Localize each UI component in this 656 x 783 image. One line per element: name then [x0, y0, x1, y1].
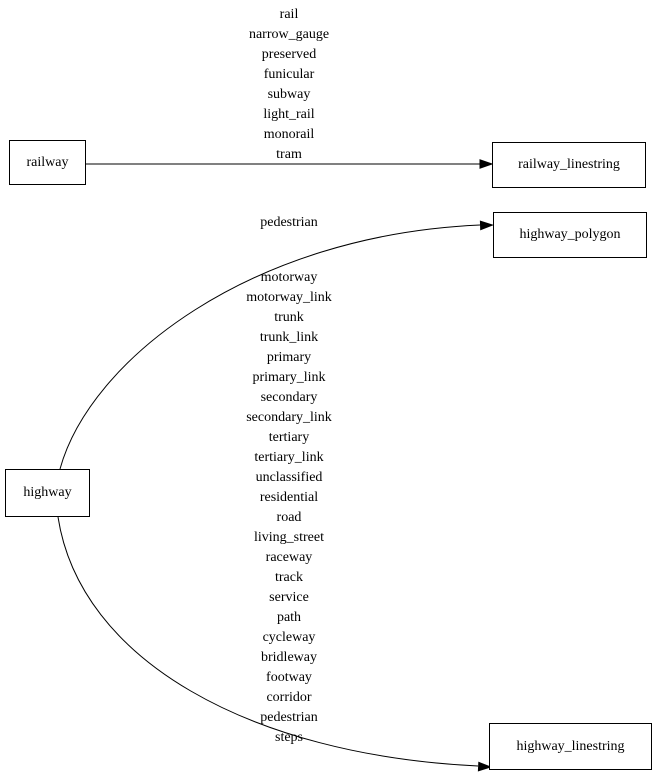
edge-label-line: track: [275, 570, 303, 585]
edge-label-line: steps: [275, 730, 303, 745]
node-railway-linestring-label: railway_linestring: [518, 157, 620, 172]
edge-label-line: motorway_link: [246, 290, 332, 305]
node-highway-linestring-label: highway_linestring: [516, 738, 625, 754]
edge-label-line: raceway: [265, 550, 313, 565]
node-highway-polygon-label: highway_polygon: [519, 227, 621, 242]
edge-label-line: motorway: [260, 270, 318, 285]
edge-label-line: tertiary_link: [254, 450, 324, 465]
edge-label-line: living_street: [254, 530, 324, 545]
node-railway: [9, 140, 86, 185]
edge-label-line: path: [276, 610, 302, 625]
arrowhead-railway-linestring: [480, 160, 492, 168]
edge-labels-highway-to-highway-polygon: [179, 213, 399, 233]
edge-label-line: bridleway: [261, 650, 317, 665]
edge-labels-railway-to-railway-linestring: [179, 5, 399, 165]
edge-label-line: secondary_link: [246, 410, 332, 425]
edge-label-line: pedestrian: [260, 710, 318, 725]
edge-label-line: monorail: [263, 127, 315, 142]
arrowhead-highway-polygon: [480, 221, 492, 229]
edge-label-line: service: [269, 590, 309, 605]
edge-label-line: corridor: [266, 690, 312, 705]
node-railway-linestring: [492, 142, 646, 188]
edge-label-line: pedestrian: [260, 215, 318, 230]
edge-label-line: cycleway: [262, 630, 316, 645]
node-railway-label: railway: [26, 154, 69, 170]
edge-label-line: rail: [279, 7, 299, 22]
edge-label-line: primary: [266, 350, 312, 365]
node-highway-linestring: [489, 723, 652, 770]
edge-label-line: narrow_gauge: [248, 27, 330, 42]
edge-label-line: funicular: [263, 67, 315, 82]
edge-label-line: preserved: [261, 47, 317, 62]
edge-label-line: trunk: [274, 310, 304, 325]
edge-label-line: footway: [266, 670, 312, 685]
node-highway-polygon: [493, 212, 647, 258]
edge-label-line: road: [276, 510, 302, 525]
edge-label-line: unclassified: [255, 470, 323, 485]
edge-label-line: secondary: [260, 390, 318, 405]
edge-label-line: tram: [276, 147, 302, 162]
edge-labels-highway-to-highway-linestring: [179, 268, 399, 748]
edge-label-line: tertiary: [268, 430, 310, 445]
node-highway-label: highway: [23, 485, 72, 500]
node-highway: [5, 469, 90, 517]
edge-label-line: subway: [267, 87, 311, 102]
edge-label-line: residential: [259, 490, 319, 505]
edge-label-line: light_rail: [263, 107, 315, 122]
edge-label-line: trunk_link: [259, 330, 319, 345]
edge-label-line: primary_link: [252, 370, 326, 385]
